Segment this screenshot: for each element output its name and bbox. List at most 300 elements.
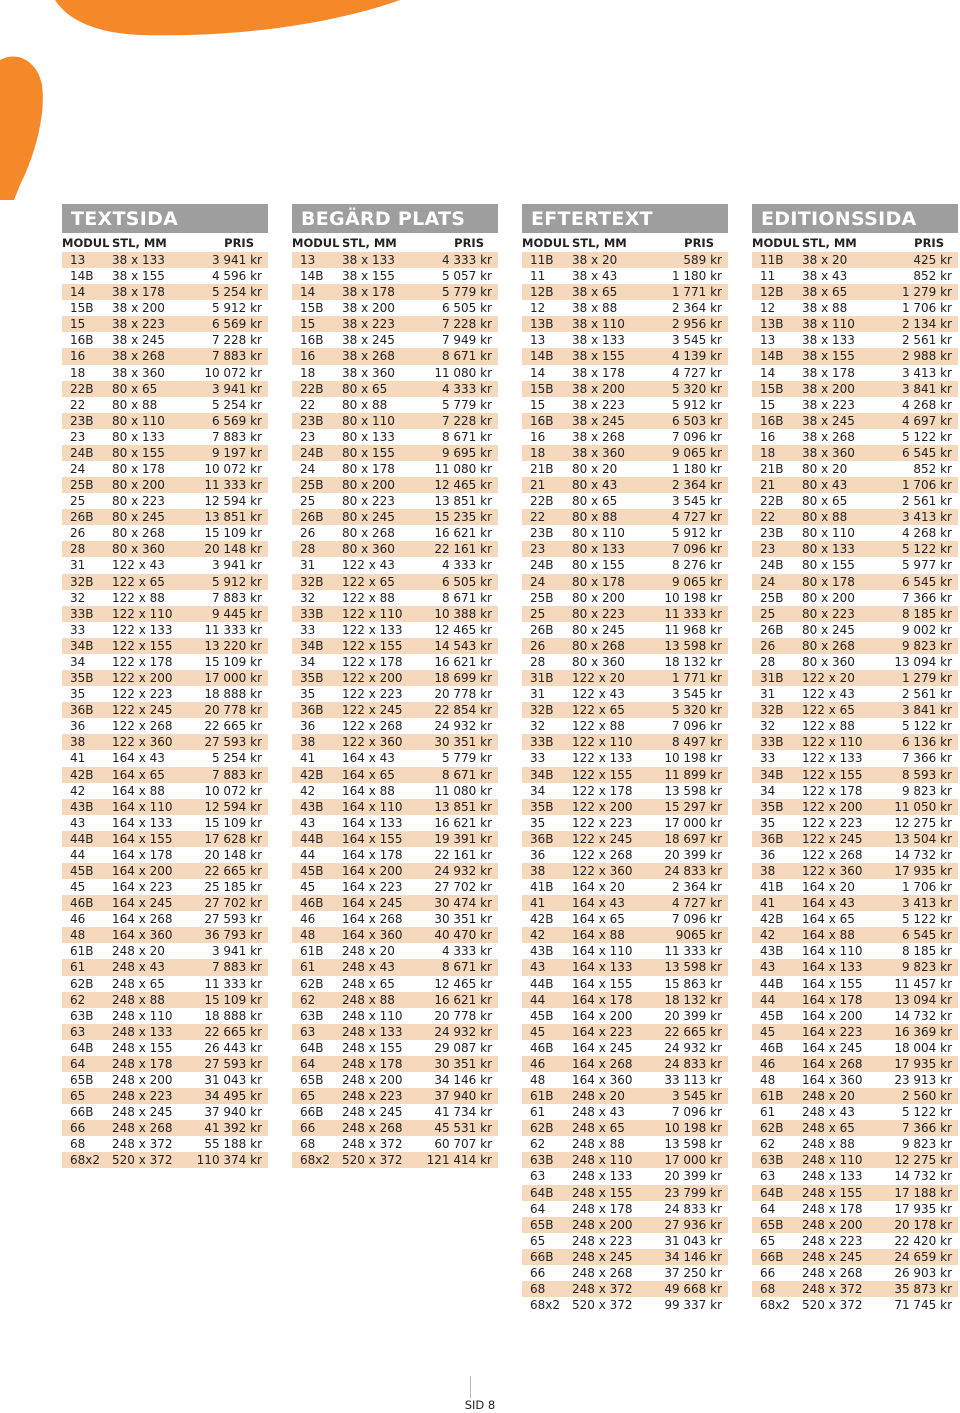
cell-pris: 4 268 kr [901, 526, 952, 541]
cell-stl: 164 x 110 [342, 799, 403, 814]
cell-modul: 34B [530, 767, 554, 782]
table-row [522, 863, 728, 879]
table-row [292, 525, 498, 541]
table-row [62, 847, 268, 863]
table-row [752, 348, 958, 364]
cell-stl: 122 x 178 [802, 783, 863, 798]
cell-modul: 35B [760, 799, 784, 814]
table-row [292, 252, 498, 268]
table-row [62, 815, 268, 831]
cell-stl: 122 x 65 [342, 574, 395, 589]
cell-pris: 2 988 kr [901, 349, 952, 364]
cell-stl: 38 x 223 [572, 397, 625, 412]
cell-stl: 80 x 245 [802, 622, 855, 637]
cell-modul: 13 [300, 253, 316, 267]
cell-modul: 43 [300, 815, 316, 830]
cell-pris: 18 697 kr [664, 831, 722, 846]
table-row [522, 799, 728, 815]
cell-modul: 31 [70, 558, 86, 573]
cell-stl: 122 x 65 [802, 703, 855, 718]
cell-modul: 16 [70, 349, 86, 364]
cell-modul: 44B [760, 976, 784, 991]
cell-pris: 16 369 kr [894, 1024, 952, 1039]
cell-modul: 33 [70, 622, 86, 637]
cell-pris: 13 220 kr [204, 638, 262, 653]
table-row [522, 606, 728, 622]
cell-modul: 12B [760, 285, 784, 300]
cell-pris: 11 080 kr [434, 783, 492, 798]
table-row [752, 284, 958, 300]
table-row [752, 702, 958, 718]
table-row [752, 316, 958, 332]
table-row [292, 397, 498, 413]
cell-modul: 65B [300, 1072, 324, 1087]
cell-modul: 13 [70, 253, 86, 267]
cell-stl: 164 x 88 [572, 928, 625, 943]
cell-modul: 23 [300, 429, 316, 444]
cell-modul: 48 [70, 928, 86, 943]
cell-modul: 68 [760, 1282, 776, 1296]
cell-modul: 11 [530, 269, 546, 284]
cell-stl: 122 x 200 [802, 799, 863, 814]
cell-modul: 43 [530, 960, 546, 975]
cell-stl: 248 x 88 [112, 992, 165, 1007]
table-row [62, 509, 268, 525]
cell-pris: 2 561 kr [901, 333, 952, 348]
cell-modul: 36B [760, 831, 784, 846]
table-row [522, 1281, 728, 1297]
cell-stl: 122 x 155 [112, 638, 173, 653]
cell-pris: 20 778 kr [204, 703, 262, 718]
table-row [522, 686, 728, 702]
cell-modul: 41 [70, 751, 86, 766]
cell-pris: 41 392 kr [204, 1121, 262, 1136]
cell-stl: 38 x 200 [572, 381, 625, 396]
cell-pris: 5 912 kr [671, 397, 722, 412]
cell-modul: 32 [70, 590, 86, 605]
cell-pris: 1 180 kr [671, 462, 722, 477]
cell-pris: 1 706 kr [901, 301, 952, 316]
cell-stl: 248 x 20 [112, 944, 165, 959]
table-row [752, 1072, 958, 1088]
cell-stl: 80 x 200 [572, 590, 625, 605]
cell-pris: 8 671 kr [441, 429, 492, 444]
table-row [522, 541, 728, 557]
cell-pris: 5 122 kr [901, 912, 952, 927]
cell-modul: 24 [530, 574, 546, 589]
cell-stl: 164 x 155 [112, 831, 173, 846]
cell-pris: 17 000 kr [664, 1153, 722, 1168]
cell-modul: 68x2 [300, 1153, 331, 1168]
cell-stl: 122 x 268 [572, 847, 633, 862]
cell-pris: 20 399 kr [664, 1008, 722, 1023]
cell-pris: 9 197 kr [211, 445, 262, 460]
cell-modul: 44B [530, 976, 554, 991]
cell-modul: 22B [300, 381, 324, 396]
cell-modul: 14 [760, 365, 776, 380]
cell-pris: 9 823 kr [901, 783, 952, 798]
cell-pris: 1 279 kr [901, 285, 952, 300]
cell-pris: 6 503 kr [671, 413, 722, 428]
table-row [752, 1008, 958, 1024]
cell-stl: 248 x 133 [802, 1169, 863, 1184]
table-row [522, 1072, 728, 1088]
cell-stl: 164 x 200 [572, 1008, 633, 1023]
cell-stl: 38 x 178 [572, 365, 625, 380]
cell-modul: 62 [300, 992, 316, 1007]
cell-modul: 13 [530, 333, 546, 348]
table-row [752, 879, 958, 895]
cell-pris: 3 941 kr [211, 558, 262, 573]
cell-pris: 5 912 kr [211, 574, 262, 589]
cell-modul: 44B [70, 831, 94, 846]
table-row [522, 767, 728, 783]
table-row [292, 300, 498, 316]
cell-pris: 5 254 kr [211, 285, 262, 300]
cell-modul: 12 [530, 301, 546, 316]
cell-modul: 26B [300, 510, 324, 525]
table-row [62, 252, 268, 268]
cell-modul: 65 [70, 1089, 86, 1104]
cell-modul: 15B [70, 301, 94, 316]
table-row [752, 992, 958, 1008]
cell-stl: 248 x 88 [342, 992, 395, 1007]
table-row [752, 477, 958, 493]
cell-modul: 68 [530, 1282, 546, 1296]
table-row [522, 911, 728, 927]
table-row [522, 1008, 728, 1024]
cell-modul: 14 [530, 365, 546, 380]
cell-stl: 122 x 360 [112, 735, 173, 750]
cell-stl: 248 x 200 [572, 1217, 633, 1232]
cell-pris: 55 188 kr [204, 1137, 262, 1152]
cell-stl: 80 x 133 [802, 542, 855, 557]
cell-modul: 45 [760, 1024, 776, 1039]
cell-modul: 23 [530, 542, 546, 557]
cell-pris: 18 699 kr [434, 671, 492, 686]
cell-pris: 8 671 kr [441, 960, 492, 975]
cell-stl: 122 x 43 [112, 558, 165, 573]
cell-pris: 26 443 kr [204, 1040, 262, 1055]
cell-stl: 248 x 372 [342, 1137, 403, 1152]
cell-stl: 122 x 360 [802, 863, 863, 878]
cell-pris: 8 185 kr [901, 944, 952, 959]
cell-modul: 16B [300, 333, 324, 348]
cell-modul: 22B [70, 381, 94, 396]
table-row [752, 574, 958, 590]
table-row [522, 1185, 728, 1201]
table-row [752, 332, 958, 348]
cell-modul: 62 [760, 1137, 776, 1152]
cell-modul: 33 [300, 622, 316, 637]
cell-modul: 35 [760, 815, 776, 830]
cell-pris: 14 543 kr [434, 638, 492, 653]
cell-pris: 6 505 kr [441, 301, 492, 316]
cell-stl: 122 x 155 [802, 767, 863, 782]
cell-modul: 61 [70, 960, 86, 975]
table-row [522, 284, 728, 300]
cell-stl: 248 x 223 [342, 1089, 403, 1104]
cell-stl: 248 x 245 [802, 1249, 863, 1264]
table-row [62, 1136, 268, 1152]
cell-stl: 164 x 245 [112, 896, 173, 911]
cell-pris: 22 665 kr [204, 719, 262, 734]
cell-pris: 17 628 kr [204, 831, 262, 846]
cell-pris: 17 000 kr [664, 815, 722, 830]
cell-stl: 164 x 155 [572, 976, 633, 991]
cell-pris: 7 228 kr [211, 333, 262, 348]
table-row [522, 734, 728, 750]
cell-pris: 27 593 kr [204, 912, 262, 927]
cell-stl: 80 x 245 [112, 510, 165, 525]
cell-modul: 42B [300, 767, 324, 782]
cell-pris: 12 594 kr [204, 494, 262, 509]
cell-pris: 2 364 kr [671, 478, 722, 493]
table-row [522, 300, 728, 316]
cell-pris: 1 706 kr [901, 478, 952, 493]
cell-pris: 1 180 kr [671, 269, 722, 284]
table-row [522, 1249, 728, 1265]
cell-modul: 18 [70, 365, 86, 380]
cell-modul: 46B [70, 896, 94, 911]
cell-modul: 22 [530, 510, 546, 525]
cell-stl: 122 x 245 [802, 831, 863, 846]
cell-modul: 25 [760, 606, 776, 621]
cell-stl: 80 x 155 [112, 445, 165, 460]
cell-modul: 64 [70, 1056, 86, 1071]
cell-stl: 80 x 268 [802, 638, 855, 653]
cell-stl: 38 x 200 [112, 301, 165, 316]
cell-modul: 44 [70, 847, 86, 862]
cell-stl: 80 x 360 [112, 542, 165, 557]
cell-stl: 164 x 245 [342, 896, 403, 911]
table-row [62, 284, 268, 300]
cell-stl: 38 x 360 [342, 365, 395, 380]
cell-pris: 4 727 kr [671, 896, 722, 911]
cell-stl: 122 x 110 [572, 735, 633, 750]
cell-modul: 34 [70, 654, 86, 669]
cell-pris: 31 043 kr [204, 1072, 262, 1087]
cell-stl: 164 x 110 [572, 944, 633, 959]
cell-pris: 3 545 kr [671, 687, 722, 702]
cell-stl: 248 x 268 [342, 1121, 403, 1136]
column-headers [752, 235, 958, 252]
cell-pris: 5 912 kr [211, 301, 262, 316]
cell-pris: 17 935 kr [894, 863, 952, 878]
table-row [752, 686, 958, 702]
cell-pris: 24 932 kr [434, 1024, 492, 1039]
cell-modul: 36B [70, 703, 94, 718]
table-row [292, 461, 498, 477]
cell-modul: 26 [70, 526, 86, 541]
table-row [522, 750, 728, 766]
cell-modul: 46B [760, 1040, 784, 1055]
table-row [62, 541, 268, 557]
table-row [752, 959, 958, 975]
cell-modul: 14B [760, 349, 784, 364]
cell-stl: 248 x 268 [572, 1265, 633, 1280]
cell-modul: 14 [70, 285, 86, 300]
table-row [522, 815, 728, 831]
cell-pris: 20 148 kr [204, 847, 262, 862]
cell-stl: 80 x 88 [572, 510, 618, 525]
cell-pris: 11 080 kr [434, 462, 492, 477]
cell-modul: 42B [70, 767, 94, 782]
column-headers [292, 235, 498, 252]
cell-stl: 122 x 110 [802, 735, 863, 750]
cell-stl: 80 x 20 [572, 462, 618, 477]
table-row [292, 686, 498, 702]
table-row [522, 670, 728, 686]
cell-modul: 63 [300, 1024, 316, 1039]
table-row [522, 332, 728, 348]
cell-stl: 248 x 155 [572, 1185, 633, 1200]
cell-modul: 43B [70, 799, 94, 814]
cell-modul: 46 [70, 912, 86, 927]
table-row [522, 316, 728, 332]
cell-pris: 13 598 kr [664, 960, 722, 975]
cell-pris: 5 122 kr [901, 1105, 952, 1120]
cell-stl: 122 x 245 [112, 703, 173, 718]
table-row [62, 1072, 268, 1088]
cell-stl: 122 x 155 [342, 638, 403, 653]
table-row [752, 863, 958, 879]
cell-pris: 27 936 kr [664, 1217, 722, 1232]
table-row [752, 622, 958, 638]
cell-stl: 38 x 20 [802, 253, 848, 267]
cell-stl: 122 x 88 [342, 590, 395, 605]
table-row [522, 654, 728, 670]
cell-modul: 11B [530, 253, 554, 267]
cell-modul: 43 [70, 815, 86, 830]
cell-pris: 13 094 kr [894, 654, 952, 669]
table-row [752, 252, 958, 268]
orange-swoosh-decoration [0, 0, 960, 200]
header-modul: MODUL [62, 236, 110, 250]
page-footer [0, 1376, 960, 1413]
table-row [292, 799, 498, 815]
cell-pris: 7 096 kr [671, 542, 722, 557]
cell-stl: 122 x 133 [342, 622, 403, 637]
table-row [522, 525, 728, 541]
cell-modul: 38 [300, 735, 316, 750]
cell-modul: 38 [530, 863, 546, 878]
cell-stl: 122 x 178 [572, 783, 633, 798]
table-row [522, 1217, 728, 1233]
table-row [62, 638, 268, 654]
cell-stl: 164 x 178 [572, 992, 633, 1007]
table-row [752, 638, 958, 654]
table-row [62, 461, 268, 477]
cell-pris: 1 771 kr [671, 671, 722, 686]
cell-stl: 164 x 133 [342, 815, 403, 830]
cell-stl: 38 x 110 [572, 317, 625, 332]
cell-pris: 852 kr [913, 269, 952, 284]
cell-stl: 122 x 88 [572, 719, 625, 734]
cell-modul: 12 [760, 301, 776, 316]
table-row [292, 1024, 498, 1040]
cell-stl: 80 x 360 [802, 654, 855, 669]
cell-modul: 66 [760, 1265, 776, 1280]
table-row [292, 332, 498, 348]
cell-modul: 41 [530, 896, 546, 911]
cell-pris: 8 671 kr [441, 349, 492, 364]
cell-pris: 5 912 kr [671, 526, 722, 541]
cell-stl: 38 x 65 [572, 285, 618, 300]
cell-modul: 33B [70, 606, 94, 621]
cell-pris: 24 659 kr [894, 1249, 952, 1264]
cell-stl: 248 x 88 [572, 1137, 625, 1152]
cell-pris: 3 545 kr [671, 494, 722, 509]
cell-pris: 22 161 kr [434, 542, 492, 557]
cell-stl: 80 x 110 [802, 526, 855, 541]
cell-modul: 23B [530, 526, 554, 541]
cell-modul: 41 [300, 751, 316, 766]
cell-modul: 16 [300, 349, 316, 364]
cell-stl: 248 x 65 [572, 1121, 625, 1136]
cell-stl: 80 x 65 [342, 381, 388, 396]
table-title: EDITIONSSIDA [752, 204, 958, 233]
cell-pris: 99 337 kr [664, 1298, 722, 1313]
cell-modul: 36B [300, 703, 324, 718]
cell-pris: 7 096 kr [671, 1105, 722, 1120]
cell-stl: 248 x 200 [342, 1072, 403, 1087]
cell-stl: 38 x 360 [572, 445, 625, 460]
cell-stl: 80 x 43 [572, 478, 618, 493]
cell-pris: 33 113 kr [664, 1072, 722, 1087]
cell-modul: 13B [530, 317, 554, 332]
cell-stl: 164 x 360 [572, 1072, 633, 1087]
table-row [62, 574, 268, 590]
table-row [62, 1008, 268, 1024]
table-row [752, 767, 958, 783]
table-row [292, 815, 498, 831]
cell-stl: 248 x 223 [112, 1089, 173, 1104]
cell-stl: 38 x 43 [802, 269, 848, 284]
cell-modul: 15 [760, 397, 776, 412]
cell-pris: 35 873 kr [894, 1282, 952, 1296]
cell-modul: 11 [760, 269, 776, 284]
table-row [292, 268, 498, 284]
cell-stl: 80 x 133 [342, 429, 395, 444]
table-row [292, 348, 498, 364]
cell-modul: 42B [530, 912, 554, 927]
table-row [522, 477, 728, 493]
cell-pris: 7 883 kr [211, 590, 262, 605]
table-row [522, 1265, 728, 1281]
table-textsida [62, 204, 268, 1168]
table-row [62, 365, 268, 381]
cell-modul: 18 [300, 365, 316, 380]
table-row [292, 413, 498, 429]
table-row [522, 831, 728, 847]
cell-pris: 9 695 kr [441, 445, 492, 460]
cell-pris: 13 598 kr [664, 1137, 722, 1152]
table-row [522, 1120, 728, 1136]
cell-pris: 6 545 kr [901, 928, 952, 943]
table-row [62, 606, 268, 622]
cell-stl: 38 x 133 [572, 333, 625, 348]
cell-stl: 164 x 110 [802, 944, 863, 959]
table-row [62, 734, 268, 750]
table-row [292, 1136, 498, 1152]
table-row [292, 1072, 498, 1088]
cell-modul: 24B [530, 558, 554, 573]
table-row [752, 1088, 958, 1104]
table-row [292, 557, 498, 573]
cell-modul: 21B [760, 462, 784, 477]
cell-stl: 164 x 43 [572, 896, 625, 911]
